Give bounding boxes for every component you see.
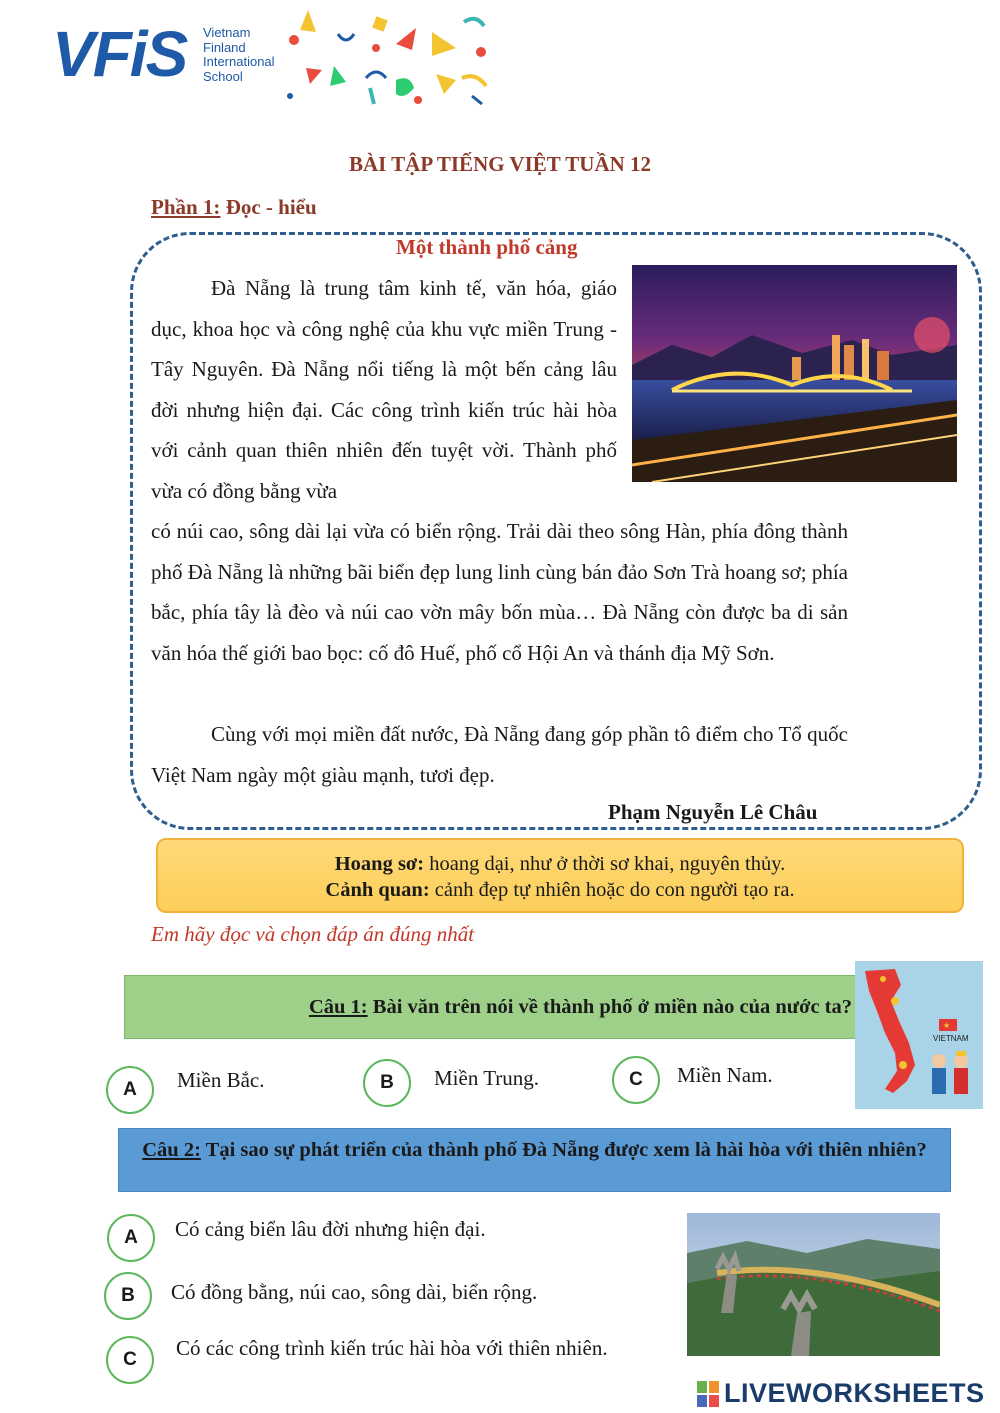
question-2-text: Tại sao sự phát triển của thành phố Đà Nẵng được xem là hài hòa với thiên nhiên?	[200, 1139, 927, 1161]
question-1-banner	[124, 975, 869, 1039]
q2-option-a-text[interactable]: Có cảng biển lâu đời nhưng hiện đại.	[175, 1217, 486, 1241]
school-name	[203, 26, 275, 84]
q2-option-c-text[interactable]: Có các công trình kiến trúc hài hòa với thiên nhiên.	[176, 1336, 608, 1360]
school-logo: VFiS	[52, 18, 187, 90]
da-nang-night-photo	[632, 265, 957, 482]
q2-option-a-button[interactable]: A	[107, 1214, 155, 1262]
glossary-term: Cảnh quan:	[325, 879, 430, 901]
golden-bridge-photo	[687, 1213, 940, 1356]
question-1-text: Bài văn trên nói về thành phố ở miền nào của nước ta?	[367, 996, 852, 1018]
svg-text:★: ★	[943, 1021, 951, 1030]
glossary-box	[156, 838, 964, 913]
instruction-text: Em hãy đọc và chọn đáp án đúng nhất	[151, 922, 475, 946]
school-name-line: International	[203, 54, 275, 69]
section-heading	[151, 195, 317, 220]
glossary-entry	[158, 877, 962, 903]
map-caption: VIETNAM	[933, 1034, 969, 1043]
glossary-definition: cảnh đẹp tự nhiên hoặc do con người tạo ra.	[429, 879, 795, 901]
section-label: Phần 1:	[151, 195, 221, 219]
passage-paragraph-1-continued: có núi cao, sông dài lại vừa có biển rộng. Trải dài theo sông Hàn, phía đông thành phố Đà Nẵng là những bãi biển đẹp lung linh cùng bán đảo Sơn Trà hoang sơ; phía bắc, phía tây là đèo và núi cao vờn mây bốn mùa… Đà Nẵng còn được ba di sản văn hóa thế giới bao bọc: cố đô Huế, phố cổ Hội An và thánh địa Mỹ Sơn.	[151, 519, 848, 665]
worksheet-title: BÀI TẬP TIẾNG VIỆT TUẦN 12	[348, 152, 652, 176]
q1-option-c-button[interactable]: C	[612, 1056, 660, 1104]
q2-option-b-text[interactable]: Có đồng bằng, núi cao, sông dài, biển rộng.	[171, 1280, 538, 1304]
q2-option-c-button[interactable]: C	[106, 1336, 154, 1384]
passage-paragraph-1-wrapped: Đà Nẵng là trung tâm kinh tế, văn hóa, giáo dục, khoa học và công nghệ của khu vực miền Trung - Tây Nguyên. Đà Nẵng nổi tiếng là một bến cảng lâu đời nhưng hiện đại. Các công trình kiến trúc hài hòa với cảnh quan thiên nhiên đến tuyệt vời. Thành phố vừa có đồng bằng vừa	[151, 276, 617, 503]
q2-option-b-button[interactable]: B	[104, 1272, 152, 1320]
glossary-term: Hoang sơ:	[334, 853, 425, 875]
vietnam-map-illustration	[855, 961, 983, 1109]
section-name: Đọc - hiểu	[220, 195, 317, 219]
school-name-line: School	[203, 68, 243, 84]
glossary-definition: hoang dại, như ở thời sơ khai, nguyên thủy.	[424, 853, 786, 875]
school-name-line: Vietnam	[203, 25, 251, 40]
glossary-entry	[158, 851, 962, 877]
q1-option-b-text[interactable]: Miền Trung.	[434, 1066, 540, 1090]
question-2-label: Câu 2:	[142, 1139, 201, 1161]
q1-option-a-button[interactable]: A	[106, 1066, 154, 1114]
passage-paragraph-2: Cùng với mọi miền đất nước, Đà Nẵng đang góp phần tô điểm cho Tổ quốc Việt Nam ngày một giàu mạnh, tươi đẹp.	[151, 722, 848, 787]
q1-option-b-button[interactable]: B	[363, 1059, 411, 1107]
liveworksheets-brand: LIVEWORKSHEETS	[724, 1378, 985, 1408]
confetti-decoration-icon	[286, 4, 501, 114]
school-name-line: Finland	[203, 39, 246, 55]
q1-option-a-text[interactable]: Miền Bắc.	[177, 1068, 265, 1092]
question-1-label: Câu 1:	[308, 996, 368, 1018]
liveworksheets-logo-icon	[697, 1381, 719, 1407]
q1-option-c-text[interactable]: Miền Nam.	[677, 1063, 773, 1087]
author-name: Phạm Nguyễn Lê Châu	[608, 800, 818, 824]
question-2-banner	[118, 1128, 951, 1192]
story-title: Một thành phố cảng	[396, 235, 578, 259]
